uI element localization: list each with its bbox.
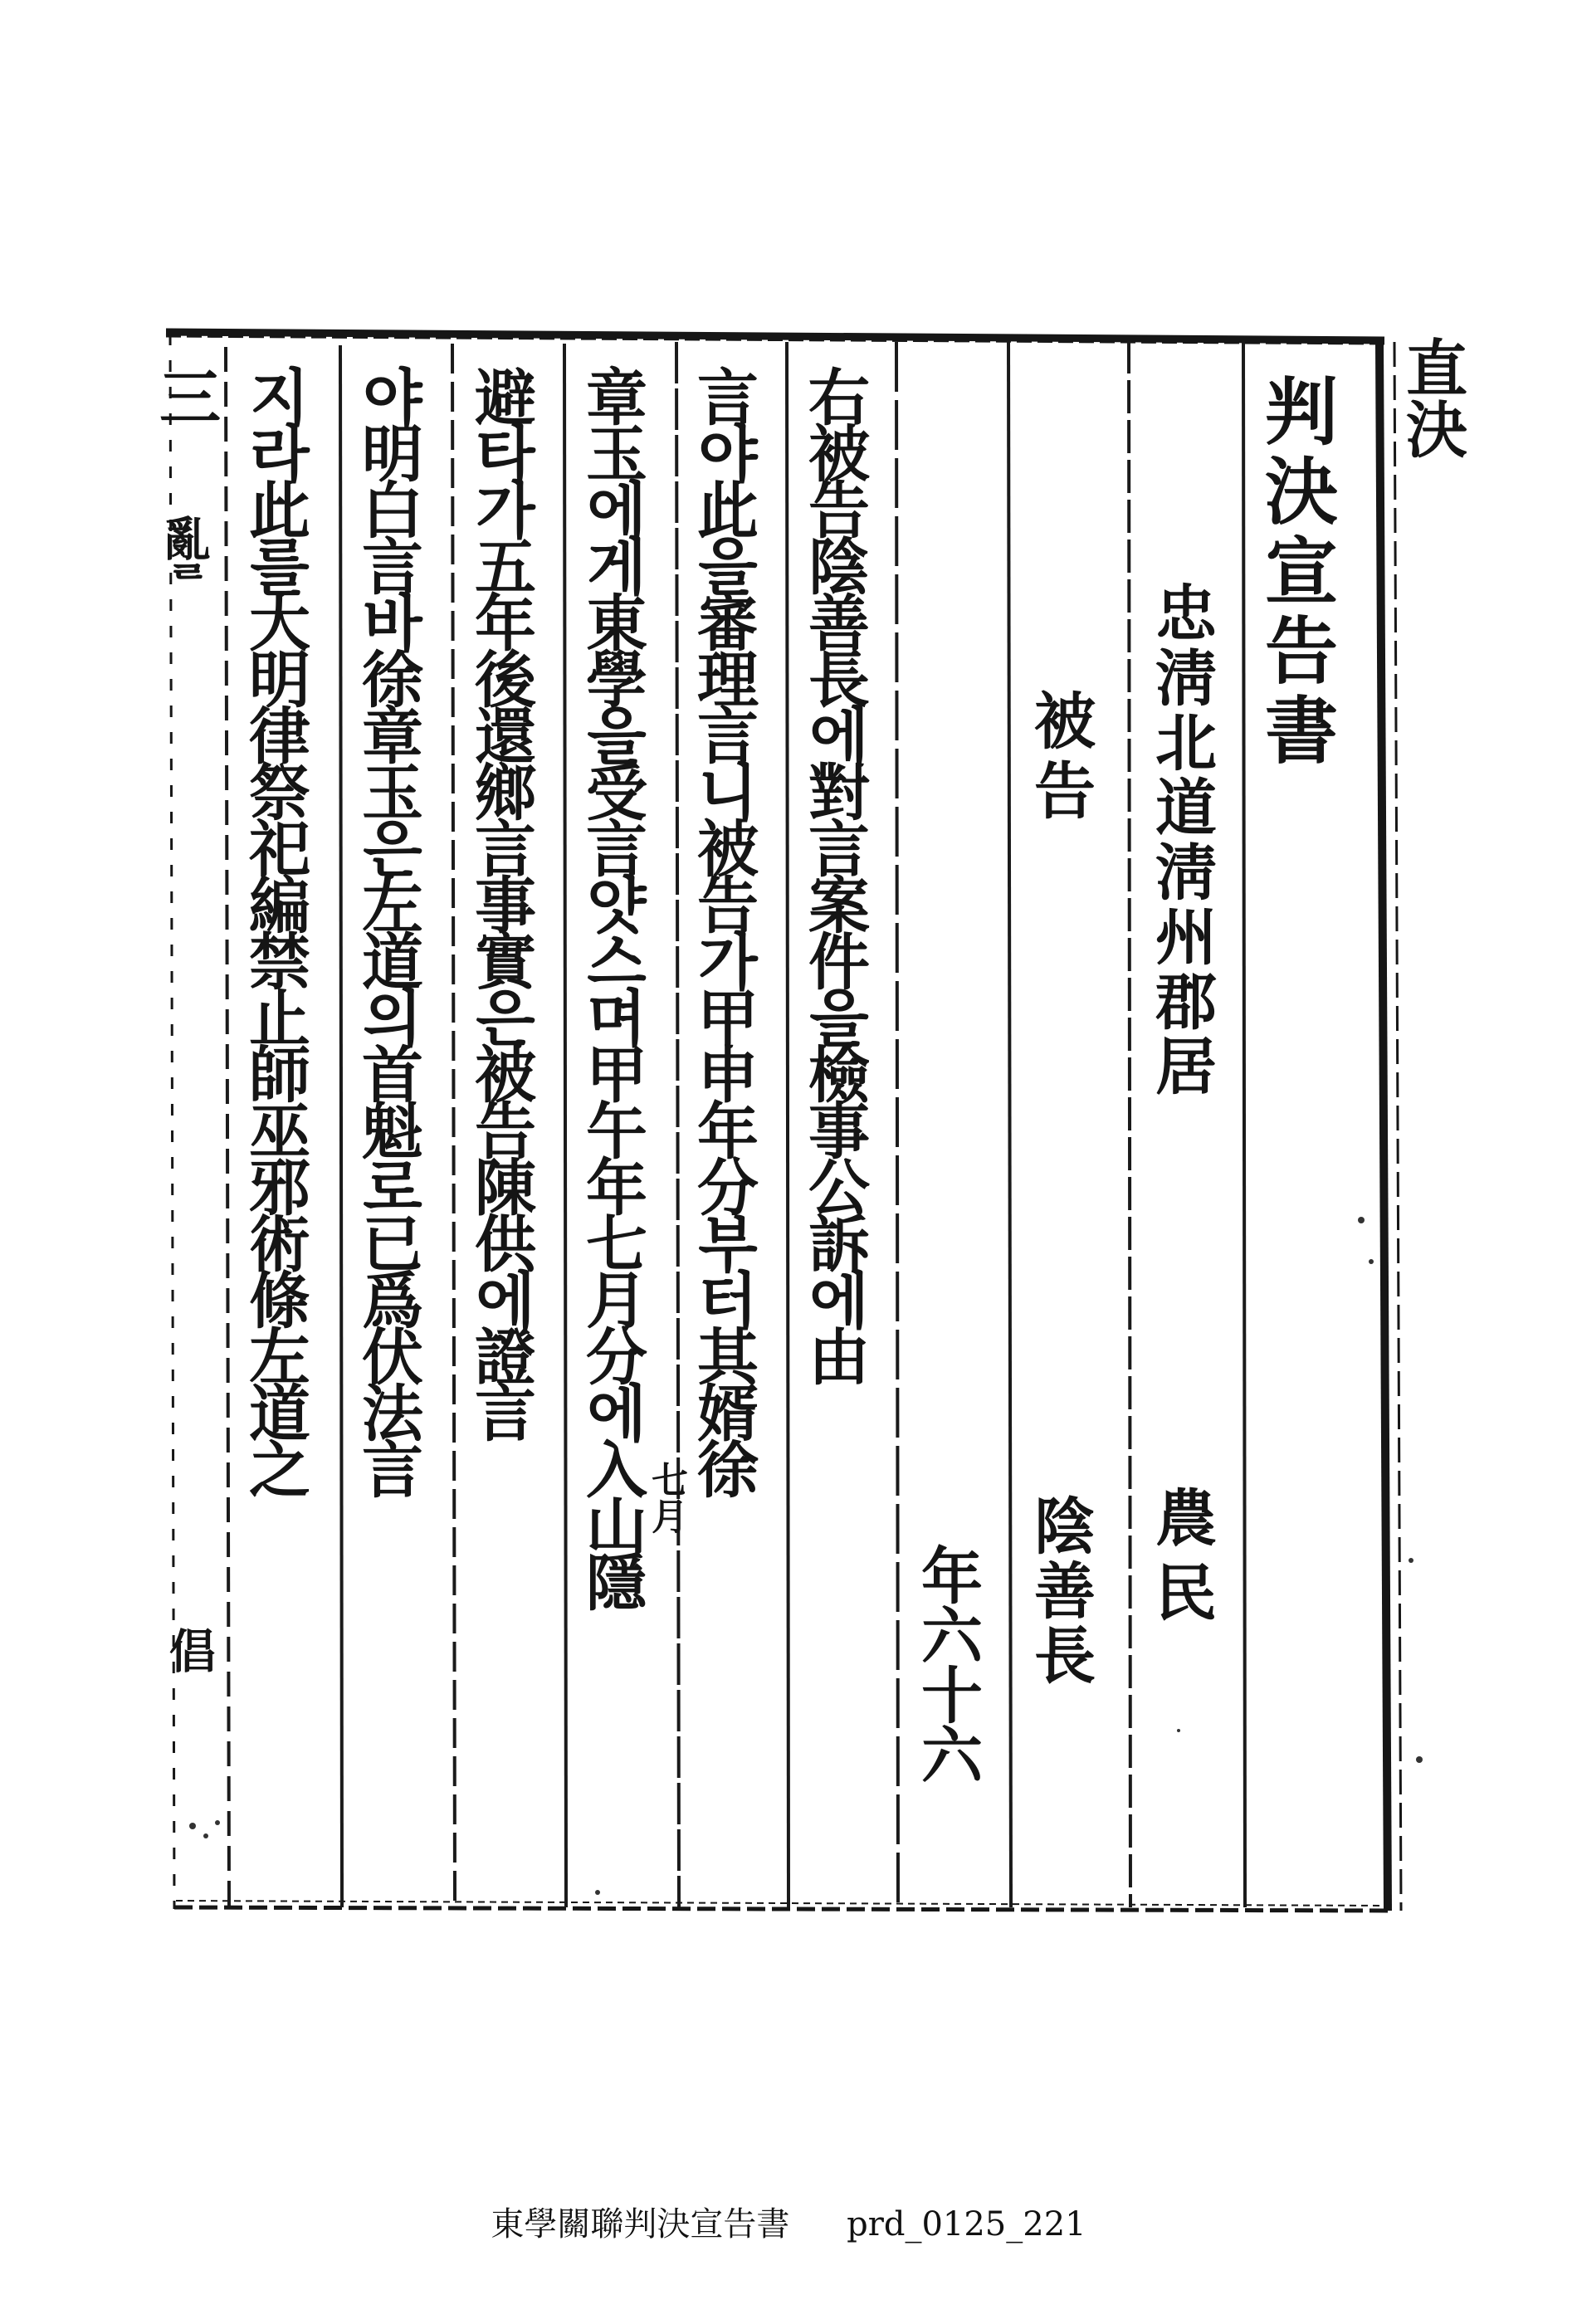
interlinear-note: 七月 bbox=[645, 1461, 687, 1534]
defendant-label: 被告 bbox=[1024, 689, 1096, 828]
occupation: 農民 bbox=[1145, 1486, 1217, 1635]
margin-top-text: 三 bbox=[149, 365, 221, 427]
margin-mark-1: 亂ᄅ bbox=[157, 515, 212, 608]
defendant-age: 年六十六 bbox=[911, 1544, 983, 1783]
body-column-5: 야明白言바徐章玉은左道의首魁로已爲伏法言 bbox=[352, 365, 423, 1494]
margin-mark-2: 倡 bbox=[162, 1627, 217, 1673]
page-footer bbox=[0, 2198, 1577, 2245]
body-column-3: 章玉에게東學을受言얏스며甲午年七月分에入山隱 bbox=[576, 365, 647, 1607]
body-column-1: 右被告陰善長에對言案件을檢事公訴에由 bbox=[798, 365, 870, 1381]
body-column-4: 避타가五年後還鄉言事實은被告陳供에證言 bbox=[465, 365, 536, 1438]
document-title: 判決宣告書 bbox=[1253, 374, 1340, 772]
footer-id: prd_0125_221 bbox=[847, 2205, 1086, 2243]
defendant-name: 陰善長 bbox=[1024, 1494, 1096, 1688]
body-column-6: 지라此를大明律祭祀編禁止師巫邪術條左道之 bbox=[239, 365, 310, 1494]
stamp-text: 直決 bbox=[1396, 336, 1467, 459]
body-column-2: 言야此을審理言니被告가甲申年分부터其婿徐 bbox=[687, 365, 759, 1494]
footer-collection: 東學關聯判決宣告書 bbox=[491, 2205, 790, 2243]
defendant-origin: 忠淸北道淸州郡居 bbox=[1145, 581, 1217, 1099]
